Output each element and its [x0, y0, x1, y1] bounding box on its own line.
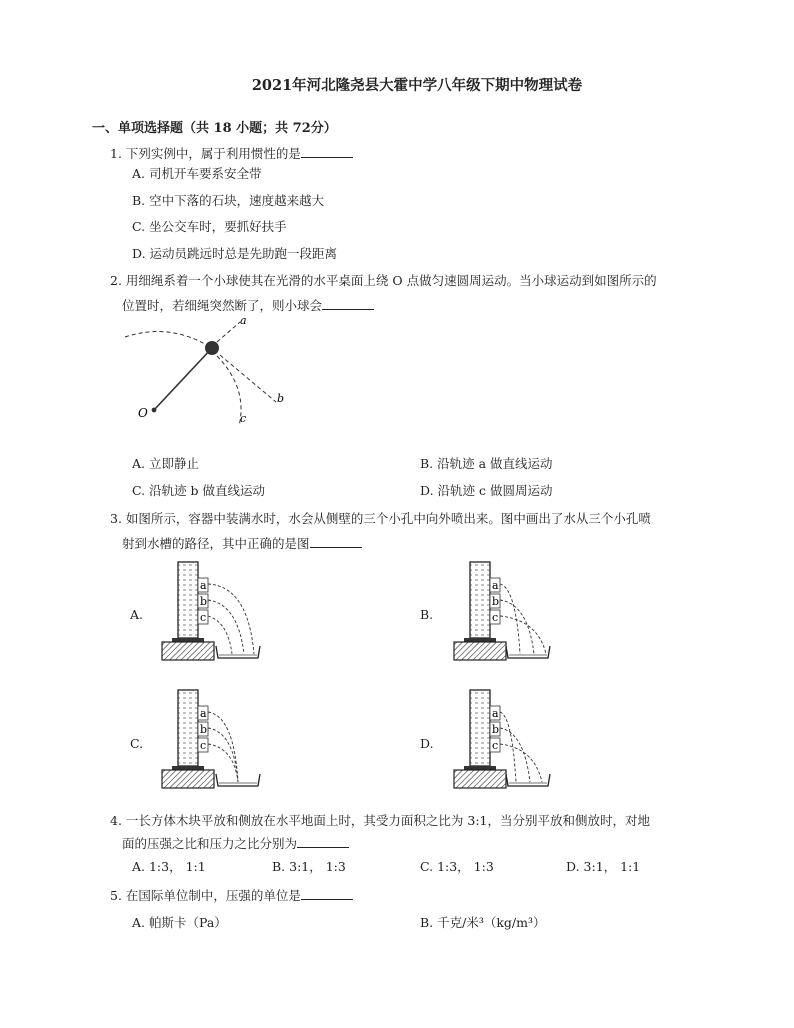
- q4-option-a[interactable]: A. 1:3， 1:1: [132, 859, 206, 874]
- string-line: [154, 348, 212, 410]
- water-trough: [506, 646, 550, 658]
- q4-stem-text: 面的压强之比和压力之比分别为: [122, 836, 298, 851]
- q3-answer-blank: [310, 536, 362, 548]
- ball: [205, 341, 219, 355]
- q3-figure-c: [158, 686, 264, 794]
- label-b: b: [277, 392, 285, 405]
- container: [470, 690, 490, 766]
- q5-answer-blank: [301, 888, 353, 900]
- hole-b: b: [492, 595, 500, 608]
- q1-stem: [110, 144, 353, 162]
- q2-option-b[interactable]: B. 沿轨迹 a 做直线运动: [420, 456, 553, 471]
- q2-option-c[interactable]: C. 沿轨迹 b 做直线运动: [132, 483, 266, 498]
- q1-option-c[interactable]: C. 坐公交车时，要抓好扶手: [132, 219, 287, 234]
- q5-option-a[interactable]: A. 帕斯卡（Pa）: [132, 915, 227, 930]
- q3-stem-text: 射到水槽的路径，其中正确的是图: [122, 536, 310, 551]
- label-o: O: [138, 406, 148, 420]
- q4-option-b[interactable]: B. 3:1， 1:3: [272, 859, 346, 874]
- hole-c: c: [200, 611, 207, 624]
- q3-figure-a: [158, 558, 264, 666]
- hole-a: a: [200, 579, 207, 592]
- hole-c: c: [492, 611, 499, 624]
- container: [470, 562, 490, 638]
- hole-a: a: [200, 707, 207, 720]
- hole-b: b: [200, 723, 208, 736]
- page-title: 2021年河北隆尧县大霍中学八年级下期中物理试卷: [251, 77, 583, 94]
- q4-stem-line2: [122, 834, 349, 852]
- q3-stem-line2: [122, 534, 362, 552]
- q4-answer-blank: [297, 836, 349, 848]
- container: [178, 690, 198, 766]
- q2-circular-motion-figure: [120, 310, 300, 430]
- q4-option-d[interactable]: D. 3:1， 1:1: [566, 859, 641, 874]
- q2-stem-line1: 2. 用细绳系着一个小球使其在光滑的水平桌面上绕 O 点做匀速圆周运动。当小球运动到如图所示的: [110, 273, 657, 288]
- q1-option-d[interactable]: D. 运动员跳远时总是先助跑一段距离: [132, 246, 338, 261]
- hole-c: c: [200, 739, 207, 752]
- path-b: [220, 355, 276, 402]
- water-trough: [506, 774, 550, 786]
- label-c: c: [240, 412, 247, 425]
- q5-option-b[interactable]: B. 千克/米³（kg/m³）: [420, 915, 546, 930]
- q1-stem-text: 1. 下列实例中，属于利用惯性的是: [110, 146, 301, 161]
- q3-option-c-label[interactable]: C.: [130, 736, 144, 751]
- q3-stem-line1: 3. 如图所示，容器中装满水时，水会从侧壁的三个小孔中向外喷出来。图中画出了水从三个小孔喷: [110, 511, 651, 526]
- hole-b: b: [200, 595, 208, 608]
- q4-option-c[interactable]: C. 1:3， 1:3: [420, 859, 494, 874]
- q1-option-a[interactable]: A. 司机开车要系安全带: [132, 166, 262, 181]
- stand-block: [162, 770, 214, 788]
- q2-option-a[interactable]: A. 立即静止: [132, 456, 199, 471]
- q3-option-a-label[interactable]: A.: [130, 607, 144, 622]
- q1-option-b[interactable]: B. 空中下落的石块，速度越来越大: [132, 193, 325, 208]
- q1-answer-blank: [301, 146, 353, 158]
- stand-block: [454, 770, 506, 788]
- path-a: [217, 322, 240, 342]
- q2-option-d[interactable]: D. 沿轨迹 c 做圆周运动: [420, 483, 553, 498]
- q3-option-b-label[interactable]: B.: [420, 607, 434, 622]
- q2-stem-text: 位置时，若细绳突然断了，则小球会: [122, 298, 323, 313]
- path-c: [217, 356, 241, 426]
- circle-path-dashed: [125, 332, 212, 348]
- q3-figure-b: [450, 558, 556, 666]
- label-a: a: [240, 314, 247, 327]
- q4-stem-line1: 4. 一长方体木块平放和侧放在水平地面上时，其受力面积之比为 3:1，当分别平放和侧放时，对地: [110, 813, 650, 828]
- q3-figure-d: [450, 686, 556, 794]
- hole-c: c: [492, 739, 499, 752]
- stand-block: [454, 642, 506, 660]
- hole-a: a: [492, 579, 499, 592]
- hole-b: b: [492, 723, 500, 736]
- hole-a: a: [492, 707, 499, 720]
- q5-stem: [110, 886, 353, 904]
- center-point-o: [152, 408, 157, 413]
- q2-answer-blank: [322, 298, 374, 310]
- q3-option-d-label[interactable]: D.: [420, 736, 434, 751]
- section-heading: 一、单项选择题（共 18 小题；共 72分）: [92, 121, 337, 136]
- stand-block: [162, 642, 214, 660]
- q5-stem-text: 5. 在国际单位制中，压强的单位是: [110, 888, 301, 903]
- container: [178, 562, 198, 638]
